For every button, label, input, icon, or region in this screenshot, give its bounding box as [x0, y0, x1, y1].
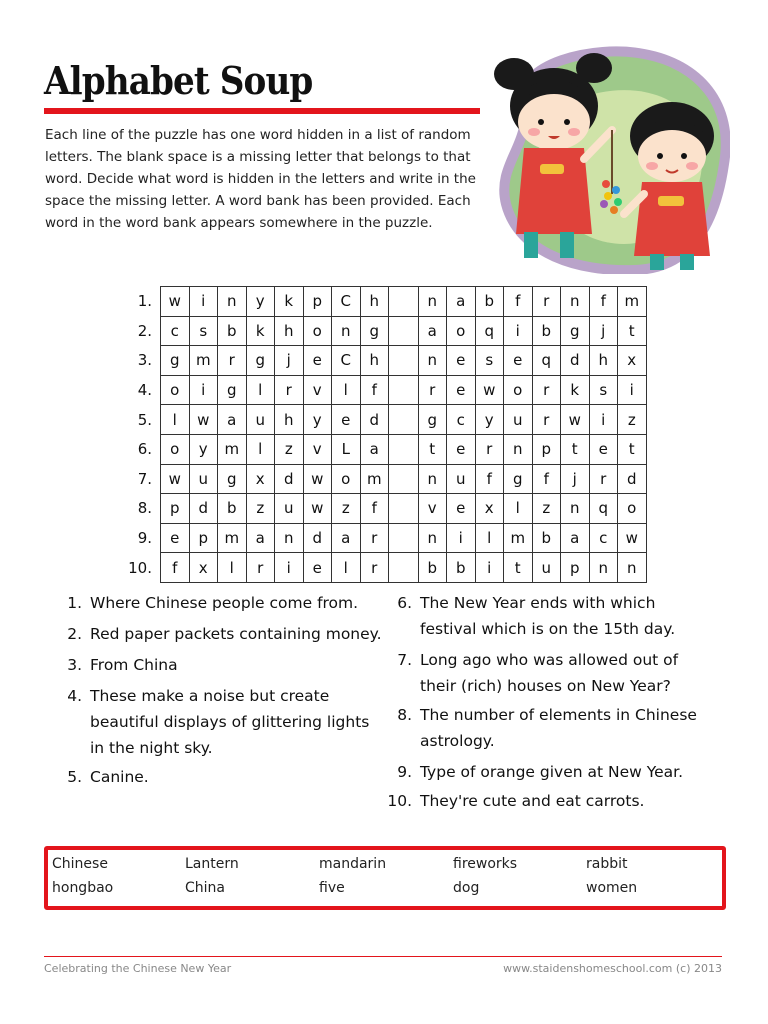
clue-text: Red paper packets containing money. [90, 625, 382, 643]
letter-cell: r [532, 405, 561, 435]
puzzle-row [120, 287, 646, 317]
letter-cell: p [303, 287, 332, 317]
clue-number: 3. [67, 656, 82, 674]
clue-item [56, 590, 386, 616]
letter-cell: a [218, 405, 247, 435]
letter-cell: f [161, 553, 190, 583]
word-bank-word: China [185, 880, 225, 896]
letter-cell: a [246, 523, 275, 553]
letter-cell: y [475, 405, 504, 435]
puzzle-row [120, 553, 646, 583]
letter-cell: r [275, 375, 304, 405]
letter-cell: f [360, 494, 389, 524]
letter-cell: f [589, 287, 618, 317]
missing-letter-cell[interactable] [389, 375, 419, 405]
letter-cell: w [161, 464, 190, 494]
letter-cell: i [447, 523, 476, 553]
letter-cell: c [447, 405, 476, 435]
letter-cell: m [218, 434, 247, 464]
letter-cell: b [218, 316, 247, 346]
letter-cell: f [475, 464, 504, 494]
clue-text: Canine. [90, 768, 149, 786]
letter-cell: f [532, 464, 561, 494]
letter-cell: v [418, 494, 447, 524]
letter-cell: h [275, 316, 304, 346]
letter-cell: x [618, 346, 647, 376]
letter-cell: n [561, 494, 590, 524]
letter-cell: g [418, 405, 447, 435]
letter-cell: l [246, 434, 275, 464]
letter-cell: i [189, 375, 218, 405]
letter-cell: l [332, 375, 361, 405]
letter-cell: e [447, 434, 476, 464]
clue-item [386, 590, 716, 642]
puzzle-row [120, 523, 646, 553]
missing-letter-cell[interactable] [389, 464, 419, 494]
letter-cell: z [275, 434, 304, 464]
missing-letter-cell[interactable] [389, 553, 419, 583]
letter-cell: a [447, 287, 476, 317]
clue-number: 8. [397, 706, 412, 724]
footer-divider [44, 956, 722, 957]
puzzle-row [120, 375, 646, 405]
letter-cell: e [447, 494, 476, 524]
letter-cell: p [561, 553, 590, 583]
row-number: 6. [137, 440, 152, 459]
row-number: 4. [137, 381, 152, 400]
title-underline [44, 108, 480, 114]
instructions-paragraph: Each line of the puzzle has one word hidden in a list of random letters. The blank space is a missing letter that belongs to that word. Decide what word is hidden in the letters and write in the space the missing letter. A word bank has been provided. Each word in the word bank appears somewhere in the puzzle. [45, 127, 476, 231]
letter-cell: n [275, 523, 304, 553]
letter-cell: k [275, 287, 304, 317]
letter-cell: h [589, 346, 618, 376]
letter-cell: l [475, 523, 504, 553]
letter-cell: g [246, 346, 275, 376]
letter-cell: t [418, 434, 447, 464]
clue-item [56, 652, 386, 678]
letter-cell: t [504, 553, 533, 583]
letter-cell: r [532, 375, 561, 405]
clues-left-column [56, 590, 386, 790]
letter-cell: g [360, 316, 389, 346]
letter-cell: k [561, 375, 590, 405]
letter-cell: k [246, 316, 275, 346]
page-title: Alphabet Soup [44, 58, 313, 103]
letter-cell: i [618, 375, 647, 405]
missing-letter-cell[interactable] [389, 494, 419, 524]
row-number: 10. [128, 558, 152, 577]
letter-cell: f [504, 287, 533, 317]
letter-cell: e [447, 375, 476, 405]
row-number: 5. [137, 410, 152, 429]
letter-cell: b [532, 316, 561, 346]
missing-letter-cell[interactable] [389, 316, 419, 346]
letter-cell: C [332, 346, 361, 376]
letter-cell: q [589, 494, 618, 524]
clue-number: 6. [397, 594, 412, 612]
letter-cell: m [618, 287, 647, 317]
letter-cell: q [532, 346, 561, 376]
letter-cell: n [418, 346, 447, 376]
word-bank-word: Lantern [185, 856, 239, 872]
word-bank-word: fireworks [453, 856, 518, 872]
word-bank-word: five [319, 880, 345, 896]
clue-text: From China [90, 656, 178, 674]
letter-cell: z [332, 494, 361, 524]
letter-cell: w [303, 464, 332, 494]
letter-cell: u [447, 464, 476, 494]
letter-cell: s [189, 316, 218, 346]
clue-number: 7. [397, 651, 412, 669]
letter-cell: d [561, 346, 590, 376]
clue-number: 10. [387, 792, 412, 810]
letter-cell: r [218, 346, 247, 376]
clue-text: Type of orange given at New Year. [420, 763, 684, 781]
letter-cell: n [589, 553, 618, 583]
letter-cell: e [303, 553, 332, 583]
word-bank-word: rabbit [586, 856, 628, 872]
letter-cell: s [589, 375, 618, 405]
letter-cell: e [504, 346, 533, 376]
footer-title: Celebrating the Chinese New Year [44, 962, 232, 975]
letter-cell: y [246, 287, 275, 317]
letter-cell: p [161, 494, 190, 524]
word-bank-word: mandarin [319, 856, 387, 872]
letter-cell: u [189, 464, 218, 494]
letter-cell: i [475, 553, 504, 583]
letter-cell: q [475, 316, 504, 346]
letter-cell: a [561, 523, 590, 553]
letter-cell: o [618, 494, 647, 524]
letter-cell: m [218, 523, 247, 553]
letter-cell: n [218, 287, 247, 317]
letter-cell: n [504, 434, 533, 464]
clue-text: The New Year ends with which festival which is on the 15th day. [420, 594, 676, 638]
letter-cell: h [275, 405, 304, 435]
letter-cell: l [218, 553, 247, 583]
clues-right-column [386, 590, 716, 814]
letter-cell: b [532, 523, 561, 553]
letter-cell: w [475, 375, 504, 405]
letter-cell: a [360, 434, 389, 464]
letter-cell: r [246, 553, 275, 583]
letter-cell: d [275, 464, 304, 494]
letter-cell: w [189, 405, 218, 435]
letter-cell: u [532, 553, 561, 583]
letter-cell: e [161, 523, 190, 553]
letter-cell: t [618, 434, 647, 464]
clue-text: Long ago who was allowed out of their (rich) houses on New Year? [420, 651, 679, 695]
letter-cell: n [418, 464, 447, 494]
puzzle-row [120, 464, 646, 494]
letter-cell: g [161, 346, 190, 376]
letter-cell: d [360, 405, 389, 435]
two-children-chinese-new-year-illustration [484, 44, 730, 274]
letter-cell: j [589, 316, 618, 346]
letter-cell: u [504, 405, 533, 435]
letter-cell: y [303, 405, 332, 435]
clue-text: These make a noise but create beautiful displays of glittering lights in the night sky. [90, 687, 370, 757]
missing-letter-cell[interactable] [389, 523, 419, 553]
clue-number: 5. [67, 768, 82, 786]
clue-number: 9. [397, 763, 412, 781]
letter-cell: o [161, 375, 190, 405]
clue-item [386, 788, 716, 814]
letter-cell: g [218, 375, 247, 405]
puzzle-row [120, 316, 646, 346]
letter-cell: y [189, 434, 218, 464]
row-number: 8. [137, 499, 152, 518]
row-number: 1. [137, 292, 152, 311]
clue-number: 1. [67, 594, 82, 612]
letter-cell: o [161, 434, 190, 464]
letter-cell: z [532, 494, 561, 524]
letter-cell: n [418, 523, 447, 553]
letter-cell: o [332, 464, 361, 494]
letter-cell: n [418, 287, 447, 317]
puzzle-row [120, 346, 646, 376]
letter-cell: l [161, 405, 190, 435]
letter-cell: j [275, 346, 304, 376]
letter-cell: i [189, 287, 218, 317]
letter-cell: l [504, 494, 533, 524]
letter-cell: x [246, 464, 275, 494]
letter-cell: b [447, 553, 476, 583]
clue-item [386, 702, 716, 754]
word-bank-word: women [586, 880, 638, 896]
row-number: 9. [137, 529, 152, 548]
letter-cell: e [447, 346, 476, 376]
letter-cell: b [218, 494, 247, 524]
missing-letter-cell[interactable] [389, 287, 419, 317]
letter-cell: C [332, 287, 361, 317]
letter-cell: o [447, 316, 476, 346]
letter-cell: l [246, 375, 275, 405]
letter-cell: w [561, 405, 590, 435]
clue-item [56, 621, 386, 647]
letter-cell: m [504, 523, 533, 553]
puzzle-row [120, 434, 646, 464]
letter-cell: m [360, 464, 389, 494]
letter-cell: w [618, 523, 647, 553]
clue-number: 4. [67, 687, 82, 705]
letter-cell: t [618, 316, 647, 346]
missing-letter-cell[interactable] [389, 405, 419, 435]
letter-cell: L [332, 434, 361, 464]
letter-cell: r [589, 464, 618, 494]
letter-cell: l [332, 553, 361, 583]
letter-cell: h [360, 346, 389, 376]
letter-cell: o [504, 375, 533, 405]
letter-cell: p [189, 523, 218, 553]
puzzle-row [120, 405, 646, 435]
puzzle-row [120, 494, 646, 524]
letter-cell: x [475, 494, 504, 524]
puzzle-grid [120, 286, 647, 583]
letter-cell: i [275, 553, 304, 583]
letter-cell: c [161, 316, 190, 346]
clue-text: The number of elements in Chinese astrology. [420, 706, 697, 750]
letter-cell: f [360, 375, 389, 405]
letter-cell: c [589, 523, 618, 553]
letter-cell: a [418, 316, 447, 346]
letter-cell: x [189, 553, 218, 583]
letter-cell: r [532, 287, 561, 317]
letter-cell: r [360, 553, 389, 583]
letter-cell: i [589, 405, 618, 435]
word-bank-word: dog [453, 880, 480, 896]
letter-cell: z [618, 405, 647, 435]
letter-cell: v [303, 434, 332, 464]
letter-cell: b [418, 553, 447, 583]
row-number: 7. [137, 469, 152, 488]
letter-cell: e [332, 405, 361, 435]
clue-number: 2. [67, 625, 82, 643]
word-bank-word: hongbao [52, 880, 114, 896]
letter-cell: d [618, 464, 647, 494]
letter-cell: t [561, 434, 590, 464]
letter-cell: n [561, 287, 590, 317]
row-number: 2. [137, 321, 152, 340]
letter-cell: u [246, 405, 275, 435]
missing-letter-cell[interactable] [389, 434, 419, 464]
letter-cell: g [218, 464, 247, 494]
letter-cell: g [504, 464, 533, 494]
letter-cell: s [475, 346, 504, 376]
letter-cell: j [561, 464, 590, 494]
letter-cell: p [532, 434, 561, 464]
letter-cell: z [246, 494, 275, 524]
letter-cell: h [360, 287, 389, 317]
letter-cell: r [475, 434, 504, 464]
clue-text: They're cute and eat carrots. [420, 792, 645, 810]
letter-cell: r [360, 523, 389, 553]
missing-letter-cell[interactable] [389, 346, 419, 376]
row-number: 3. [137, 351, 152, 370]
letter-cell: n [618, 553, 647, 583]
clue-text: Where Chinese people come from. [90, 594, 359, 612]
letter-cell: d [303, 523, 332, 553]
letter-cell: n [332, 316, 361, 346]
letter-cell: a [332, 523, 361, 553]
clue-item [56, 683, 386, 761]
letter-cell: i [504, 316, 533, 346]
letter-cell: d [189, 494, 218, 524]
letter-cell: g [561, 316, 590, 346]
letter-cell: e [303, 346, 332, 376]
clue-item [56, 764, 386, 790]
letter-cell: w [303, 494, 332, 524]
letter-cell: e [589, 434, 618, 464]
letter-cell: u [275, 494, 304, 524]
letter-cell: r [418, 375, 447, 405]
letter-cell: w [161, 287, 190, 317]
clue-item [386, 647, 716, 699]
word-bank-word: Chinese [52, 856, 108, 872]
letter-cell: m [189, 346, 218, 376]
footer-copyright: www.staidenshomeschool.com (c) 2013 [503, 962, 722, 975]
letter-cell: v [303, 375, 332, 405]
letter-cell: b [475, 287, 504, 317]
clue-item [386, 759, 716, 785]
letter-cell: o [303, 316, 332, 346]
word-bank [44, 846, 726, 910]
